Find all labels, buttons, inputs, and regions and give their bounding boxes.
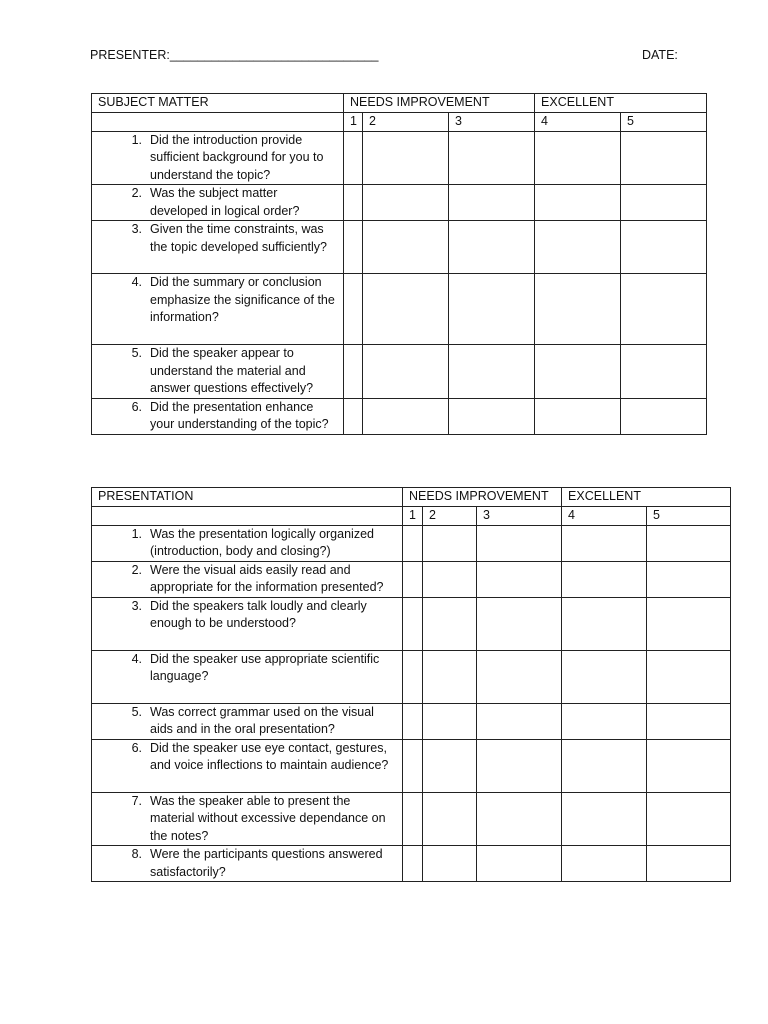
rating-cell[interactable]	[535, 398, 621, 434]
rating-cell[interactable]	[403, 846, 423, 882]
scale-1: 1	[403, 507, 423, 526]
rating-cell[interactable]	[562, 561, 647, 597]
date-label: DATE:	[642, 48, 678, 62]
scale-3: 3	[449, 113, 535, 132]
rating-cell[interactable]	[403, 703, 423, 739]
excellent-heading: EXCELLENT	[535, 94, 707, 113]
question-text: Was correct grammar used on the visual aids and in the oral presentation?	[150, 704, 374, 736]
rating-cell[interactable]	[621, 185, 707, 221]
rating-cell[interactable]	[562, 739, 647, 792]
rating-cell[interactable]	[403, 792, 423, 846]
question-row	[92, 525, 731, 561]
question-text: Did the speaker use appropriate scientific language?	[150, 651, 380, 683]
question-row	[92, 703, 731, 739]
question-number: 4.	[131, 651, 142, 666]
rating-cell[interactable]	[621, 274, 707, 345]
rating-cell[interactable]	[449, 185, 535, 221]
question-number: 6.	[131, 399, 142, 414]
scale-5: 5	[647, 507, 731, 526]
question-row	[92, 221, 707, 274]
question-row	[92, 792, 731, 846]
rating-cell[interactable]	[449, 274, 535, 345]
question-text: Was the presentation logically organized (introduction, body and closing?)	[150, 526, 374, 558]
question-text: Did the presentation enhance your understanding of the topic?	[150, 399, 329, 431]
presenter-label: PRESENTER:______________________________	[90, 48, 379, 62]
question-number: 4.	[131, 275, 142, 289]
rating-cell[interactable]	[403, 739, 423, 792]
question-text: Was the subject matter developed in logical order?	[150, 186, 300, 218]
question-number: 5.	[131, 346, 142, 360]
needs-improvement-heading: NEEDS IMPROVEMENT	[344, 94, 535, 113]
rating-cell[interactable]	[535, 185, 621, 221]
question-number: 2.	[131, 186, 142, 200]
question-number: 5.	[131, 704, 142, 719]
rating-cell[interactable]	[403, 561, 423, 597]
rating-cell[interactable]	[423, 846, 477, 882]
rating-cell[interactable]	[363, 131, 449, 185]
question-text: Were the visual aids easily read and appropriate for the information presented?	[150, 562, 384, 594]
rating-cell[interactable]	[363, 185, 449, 221]
question-row	[92, 274, 707, 345]
rating-cell[interactable]	[363, 221, 449, 274]
presentation-table	[91, 487, 731, 882]
question-text: Did the speaker appear to understand the material and answer questions effectively?	[150, 346, 314, 395]
rating-cell[interactable]	[647, 792, 731, 846]
question-number: 6.	[131, 740, 142, 755]
question-number: 2.	[131, 562, 142, 577]
rating-cell[interactable]	[562, 525, 647, 561]
rating-cell[interactable]	[363, 398, 449, 434]
rating-cell[interactable]	[449, 221, 535, 274]
rating-cell[interactable]	[477, 525, 562, 561]
rating-cell[interactable]	[403, 597, 423, 650]
rating-cell[interactable]	[647, 561, 731, 597]
rating-cell[interactable]	[477, 792, 562, 846]
question-row	[92, 561, 731, 597]
question-row	[92, 345, 707, 399]
rating-cell[interactable]	[449, 131, 535, 185]
table-header-row	[92, 488, 731, 507]
section-title: SUBJECT MATTER	[92, 94, 344, 113]
needs-improvement-heading: NEEDS IMPROVEMENT	[403, 488, 562, 507]
question-number: 1.	[131, 132, 142, 147]
rating-cell[interactable]	[423, 650, 477, 703]
rating-cell[interactable]	[621, 221, 707, 274]
rating-cell[interactable]	[423, 739, 477, 792]
rating-cell[interactable]	[344, 185, 363, 221]
question-text: Did the introduction provide sufficient background for you to understand the topic?	[150, 132, 324, 182]
rating-cell[interactable]	[449, 345, 535, 399]
question-row	[92, 597, 731, 650]
scale-5: 5	[621, 113, 707, 132]
rating-cell[interactable]	[647, 846, 731, 882]
rating-cell[interactable]	[403, 525, 423, 561]
question-row	[92, 650, 731, 703]
rating-cell[interactable]	[562, 650, 647, 703]
rating-cell[interactable]	[477, 703, 562, 739]
question-text: Were the participants questions answered satisfactorily?	[150, 847, 383, 879]
rating-cell[interactable]	[647, 703, 731, 739]
rating-cell[interactable]	[621, 345, 707, 399]
rating-cell[interactable]	[449, 398, 535, 434]
question-number: 8.	[131, 847, 142, 861]
scale-4: 4	[562, 507, 647, 526]
rating-cell[interactable]	[647, 597, 731, 650]
question-number: 7.	[131, 793, 142, 808]
rating-cell[interactable]	[344, 131, 363, 185]
rating-cell[interactable]	[535, 221, 621, 274]
rating-cell[interactable]	[423, 703, 477, 739]
question-row	[92, 846, 731, 882]
question-text: Did the speaker use eye contact, gestures, and voice inflections to maintain audience?	[150, 740, 389, 772]
rating-cell[interactable]	[535, 274, 621, 345]
rating-cell[interactable]	[423, 792, 477, 846]
question-text: Did the summary or conclusion emphasize the significance of the information?	[150, 275, 335, 324]
rating-cell[interactable]	[647, 739, 731, 792]
rating-cell[interactable]	[647, 525, 731, 561]
rating-cell[interactable]	[344, 221, 363, 274]
scale-row	[92, 113, 707, 132]
rating-cell[interactable]	[344, 398, 363, 434]
rating-cell[interactable]	[403, 650, 423, 703]
excellent-heading: EXCELLENT	[562, 488, 731, 507]
scale-2: 2	[363, 113, 449, 132]
rating-cell[interactable]	[562, 703, 647, 739]
scale-3: 3	[477, 507, 562, 526]
rating-cell[interactable]	[477, 846, 562, 882]
rating-cell[interactable]	[344, 274, 363, 345]
rating-cell[interactable]	[423, 597, 477, 650]
question-row	[92, 185, 707, 221]
question-number: 3.	[131, 222, 142, 236]
table-header-row	[92, 94, 707, 113]
rating-cell[interactable]	[477, 597, 562, 650]
rating-cell[interactable]	[535, 345, 621, 399]
question-row	[92, 739, 731, 792]
rating-cell[interactable]	[344, 345, 363, 399]
scale-4: 4	[535, 113, 621, 132]
rating-cell[interactable]	[535, 131, 621, 185]
scale-1: 1	[344, 113, 363, 132]
question-text: Did the speakers talk loudly and clearly enough to be understood?	[150, 598, 367, 630]
rating-cell[interactable]	[477, 650, 562, 703]
scale-row	[92, 507, 731, 526]
subject-matter-table	[91, 93, 707, 435]
rating-cell[interactable]	[562, 792, 647, 846]
section-title: PRESENTATION	[92, 488, 403, 507]
rating-cell[interactable]	[423, 561, 477, 597]
rating-cell[interactable]	[621, 131, 707, 185]
rating-cell[interactable]	[562, 846, 647, 882]
rating-cell[interactable]	[363, 274, 449, 345]
question-number: 1.	[131, 526, 142, 541]
question-text: Was the speaker able to present the material without excessive dependance on the notes?	[150, 793, 386, 843]
rating-cell[interactable]	[621, 398, 707, 434]
rating-cell[interactable]	[562, 597, 647, 650]
question-text: Given the time constraints, was the topic developed sufficiently?	[150, 222, 327, 254]
rating-cell[interactable]	[423, 525, 477, 561]
question-row	[92, 131, 707, 185]
rating-cell[interactable]	[477, 561, 562, 597]
rating-cell[interactable]	[647, 650, 731, 703]
scale-2: 2	[423, 507, 477, 526]
question-number: 3.	[131, 598, 142, 613]
rating-cell[interactable]	[363, 345, 449, 399]
question-row	[92, 398, 707, 434]
rating-cell[interactable]	[477, 739, 562, 792]
